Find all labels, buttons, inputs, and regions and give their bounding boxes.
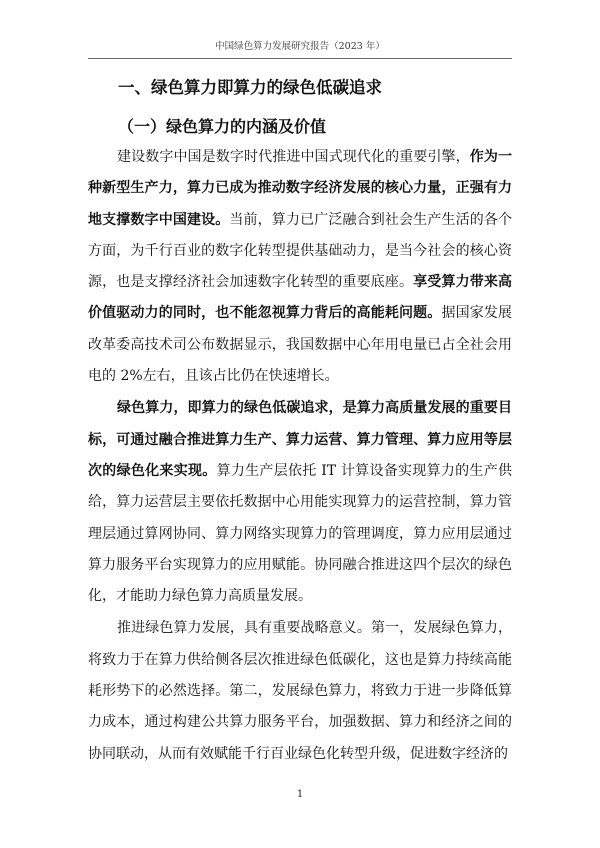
text-run: 将致力于在算力供给侧各层次推进绿色低碳化，这也是算力持续高能 xyxy=(88,651,512,668)
bold-text-run: 次的绿色化来实现。 xyxy=(88,462,217,479)
section-heading: 一、绿色算力即算力的绿色低碳追求 xyxy=(118,78,382,97)
text-run: 协同联动，从而有效赋能千行百业绿色化转型升级，促进数字经济的 xyxy=(88,745,508,762)
text-line xyxy=(88,519,512,550)
text-line xyxy=(88,142,512,173)
text-line xyxy=(88,550,512,581)
body-text xyxy=(88,142,512,771)
text-line xyxy=(88,393,512,424)
text-line xyxy=(88,645,512,676)
text-run: 电的 2%左右，且该占比仍在快速增长。 xyxy=(88,368,339,385)
bold-text-run: 作为一 xyxy=(469,149,513,165)
text-line xyxy=(88,173,512,204)
paragraph xyxy=(88,393,512,612)
text-line xyxy=(88,361,512,392)
text-run: 建设数字中国是数字时代推进中国式现代化的重要引擎， xyxy=(117,149,470,165)
bold-text-run: 价值驱动力的同时，也不能忽视算力背后的高能耗问题。 xyxy=(88,305,442,322)
bold-text-run: 地支撑数字中国建设。 xyxy=(88,211,230,228)
text-run: 推进绿色算力发展，具有重要战略意义。第一，发展绿色算力， xyxy=(117,620,512,637)
header-divider xyxy=(88,58,512,59)
running-header: 中国绿色算力发展研究报告（2023 年） xyxy=(215,41,385,52)
text-run: 化，才能助力绿色算力高质量发展。 xyxy=(88,588,312,605)
text-run: 方面，为千行百业的数字化转型提供基础动力，是当今社会的核心资 xyxy=(88,242,512,259)
paragraph xyxy=(88,613,512,769)
paragraph xyxy=(88,142,512,392)
bold-text-run: 绿色算力，即算力的绿色低碳追求，是算力高质量发展的重要目 xyxy=(117,400,512,417)
text-run: 算力生产层依托 IT 计算设备实现算力的生产供 xyxy=(216,462,512,479)
text-line xyxy=(88,236,512,267)
page-number: 1 xyxy=(296,789,304,800)
text-line xyxy=(88,487,512,518)
text-line xyxy=(88,298,512,329)
text-run: 改革委高技术司公布数据显示，我国数据中心年用电量已占全社会用 xyxy=(88,336,512,353)
text-run: 耗形势下的必然选择。第二，发展绿色算力，将致力于进一步降低算 xyxy=(88,683,512,700)
text-run: 理层通过算网协同、算力网络实现算力的管理调度，算力应用层通过 xyxy=(88,525,512,542)
text-line xyxy=(88,707,512,738)
text-line xyxy=(88,456,512,487)
text-run: 源，也是支撑经济社会加速数字化转型的重要底座。 xyxy=(88,274,414,291)
text-run: 据国家发展 xyxy=(441,305,513,322)
text-line xyxy=(88,581,512,612)
text-run: 给，算力运营层主要依托数据中心用能实现算力的运营控制，算力管 xyxy=(88,494,512,511)
subsection-heading: （一）绿色算力的内涵及价值 xyxy=(118,117,327,136)
text-line xyxy=(88,425,512,456)
text-run: 算力服务平台实现算力的应用赋能。协同融合推进这四个层次的绿色 xyxy=(88,556,512,573)
bold-text-run: 标，可通过融合推进算力生产、算力运营、算力管理、算力应用等层 xyxy=(88,431,512,448)
text-line xyxy=(88,613,512,644)
text-run: 力成本，通过构建公共算力服务平台，加强数据、算力和经济之间的 xyxy=(88,714,512,731)
text-run: 当前，算力已广泛融合到社会生产生活的各个 xyxy=(229,211,513,228)
text-line xyxy=(88,330,512,361)
text-line xyxy=(88,676,512,707)
bold-text-run: 享受算力带来高 xyxy=(413,274,512,291)
text-line xyxy=(88,739,512,770)
text-line xyxy=(88,205,512,236)
text-line xyxy=(88,267,512,298)
bold-text-run: 种新型生产力，算力已成为推动数字经济发展的核心力量，正强有力 xyxy=(88,180,512,197)
